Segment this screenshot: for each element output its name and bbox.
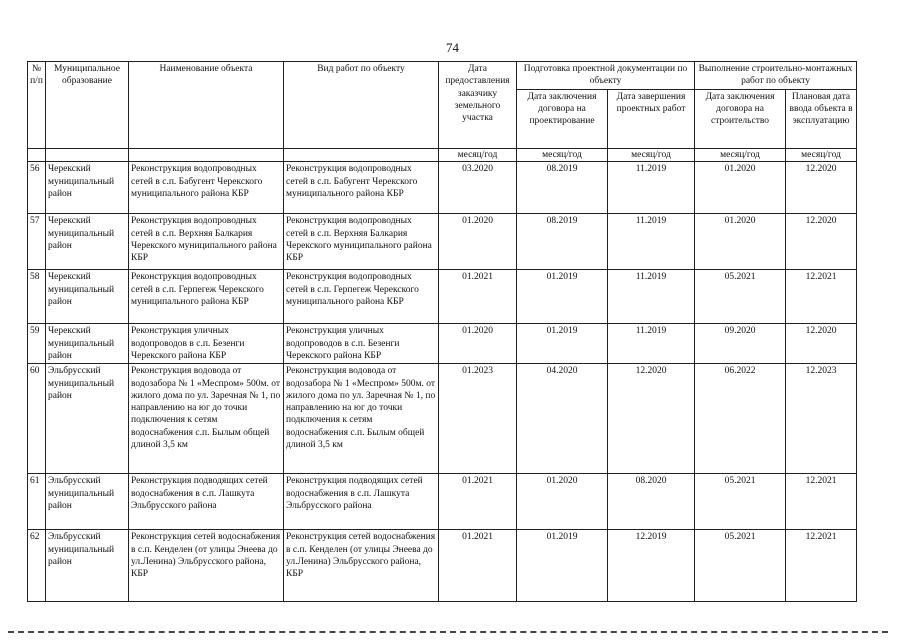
row-design-contract: 01.2019 bbox=[517, 530, 608, 602]
row-object: Реконструкция водовода от водозабора № 1 «Меспром» 500м. от жилого дома по ул. Заречная № 1, по направлению на юг до точки подключения к сетям водоснабжения с.п. Былым общей длиной 3,5 км bbox=[129, 364, 284, 474]
row-object: Реконструкция уличных водопроводов в с.п. Безенги Черекского района КБР bbox=[129, 324, 284, 364]
header-object-name: Наименование объекта bbox=[129, 62, 284, 149]
row-design-contract: 01.2019 bbox=[517, 324, 608, 364]
row-design-end: 11.2019 bbox=[608, 324, 695, 364]
row-land-date: 01.2023 bbox=[439, 364, 517, 474]
row-municipality: Черекский муниципальный район bbox=[46, 162, 129, 214]
row-land-date: 01.2020 bbox=[439, 324, 517, 364]
unit-land: месяц/год bbox=[439, 149, 517, 162]
row-work: Реконструкция водопроводных сетей в с.п. Герпегеж Черекского муниципального района КБР bbox=[284, 270, 439, 324]
row-municipality: Черекский муниципальный район bbox=[46, 214, 129, 270]
row-municipality: Эльбрусский муниципальный район bbox=[46, 474, 129, 530]
row-design-contract: 01.2019 bbox=[517, 270, 608, 324]
unit-row bbox=[28, 149, 857, 162]
table-row bbox=[28, 214, 857, 270]
row-commissioning: 12.2023 bbox=[786, 364, 857, 474]
row-commissioning: 12.2021 bbox=[786, 474, 857, 530]
row-build-contract: 06.2022 bbox=[695, 364, 786, 474]
row-object: Реконструкция подводящих сетей водоснабжения в с.п. Лашкута Эльбрусского района bbox=[129, 474, 284, 530]
header-work-type: Вид работ по объекту bbox=[284, 62, 439, 149]
row-design-end: 11.2019 bbox=[608, 162, 695, 214]
row-commissioning: 12.2021 bbox=[786, 530, 857, 602]
table-row bbox=[28, 270, 857, 324]
page-number: 74 bbox=[446, 40, 459, 55]
row-num: 59 bbox=[28, 324, 46, 364]
row-municipality: Эльбрусский муниципальный район bbox=[46, 364, 129, 474]
header-design-group: Подготовка проектной документации по объекту bbox=[517, 62, 695, 90]
header-municipality: Муниципальное образование bbox=[46, 62, 129, 149]
table-row bbox=[28, 162, 857, 214]
row-num: 60 bbox=[28, 364, 46, 474]
row-municipality: Черекский муниципальный район bbox=[46, 270, 129, 324]
row-build-contract: 05.2021 bbox=[695, 474, 786, 530]
row-municipality: Черекский муниципальный район bbox=[46, 324, 129, 364]
row-num: 62 bbox=[28, 530, 46, 602]
row-commissioning: 12.2020 bbox=[786, 162, 857, 214]
header-num: № п/п bbox=[28, 62, 46, 149]
row-land-date: 03.2020 bbox=[439, 162, 517, 214]
row-work: Реконструкция водопроводных сетей в с.п. Верхняя Балкария Черекского муниципального района КБР bbox=[284, 214, 439, 270]
row-num: 58 bbox=[28, 270, 46, 324]
unit-cell-empty bbox=[284, 149, 439, 162]
unit-commissioning: месяц/год bbox=[786, 149, 857, 162]
table-row bbox=[28, 324, 857, 364]
row-work: Реконструкция водопроводных сетей в с.п. Бабугент Черекского муниципального района КБР bbox=[284, 162, 439, 214]
table-row bbox=[28, 364, 857, 474]
row-work: Реконструкция уличных водопроводов в с.п. Безенги Черекского района КБР bbox=[284, 324, 439, 364]
row-object: Реконструкция водопроводных сетей в с.п. Герпегеж Черекского муниципального района КБР bbox=[129, 270, 284, 324]
row-work: Реконструкция сетей водоснабжения в с.п. Кенделен (от улицы Энеева до ул.Ленина) Эльбрусского района, КБР bbox=[284, 530, 439, 602]
header-commissioning: Плановая дата ввода объекта в эксплуатацию bbox=[786, 89, 857, 148]
unit-cell-empty bbox=[46, 149, 129, 162]
header-design-contract: Дата заключения договора на проектирование bbox=[517, 89, 608, 148]
row-design-contract: 08.2019 bbox=[517, 214, 608, 270]
header-construction-contract: Дата заключения договора на строительство bbox=[695, 89, 786, 148]
page-bottom-divider bbox=[8, 631, 888, 633]
row-land-date: 01.2020 bbox=[439, 214, 517, 270]
row-object: Реконструкция сетей водоснабжения в с.п. Кенделен (от улицы Энеева до ул.Ленина) Эльбрусского района, КБР bbox=[129, 530, 284, 602]
header-construction-group: Выполнение строительно-монтажных работ по объекту bbox=[695, 62, 857, 90]
header-land-date: Дата предоставления заказчику земельного участка bbox=[439, 62, 517, 149]
row-work: Реконструкция подводящих сетей водоснабжения в с.п. Лашкута Эльбрусского района bbox=[284, 474, 439, 530]
row-design-end: 11.2019 bbox=[608, 214, 695, 270]
row-commissioning: 12.2021 bbox=[786, 270, 857, 324]
row-design-contract: 04.2020 bbox=[517, 364, 608, 474]
table-row bbox=[28, 474, 857, 530]
unit-design-contract: месяц/год bbox=[517, 149, 608, 162]
row-build-contract: 01.2020 bbox=[695, 214, 786, 270]
row-municipality: Эльбрусский муниципальный район bbox=[46, 530, 129, 602]
row-build-contract: 05.2021 bbox=[695, 270, 786, 324]
row-land-date: 01.2021 bbox=[439, 474, 517, 530]
row-design-contract: 08.2019 bbox=[517, 162, 608, 214]
header-row bbox=[28, 62, 857, 90]
unit-cell-empty bbox=[129, 149, 284, 162]
row-design-contract: 01.2020 bbox=[517, 474, 608, 530]
row-design-end: 11.2019 bbox=[608, 270, 695, 324]
unit-design-end: месяц/год bbox=[608, 149, 695, 162]
header-design-end: Дата завершения проектных работ bbox=[608, 89, 695, 148]
row-land-date: 01.2021 bbox=[439, 270, 517, 324]
row-commissioning: 12.2020 bbox=[786, 324, 857, 364]
row-num: 56 bbox=[28, 162, 46, 214]
unit-cell-empty bbox=[28, 149, 46, 162]
row-num: 61 bbox=[28, 474, 46, 530]
row-work: Реконструкция водовода от водозабора № 1 «Меспром» 500м. от жилого дома по ул. Заречная № 1, по направлению на юг до точки подключения к сетям водоснабжения с.п. Былым общей длиной 3,5 км bbox=[284, 364, 439, 474]
row-object: Реконструкция водопроводных сетей в с.п. Бабугент Черекского муниципального района КБР bbox=[129, 162, 284, 214]
row-design-end: 08.2020 bbox=[608, 474, 695, 530]
row-design-end: 12.2020 bbox=[608, 364, 695, 474]
table-row bbox=[28, 530, 857, 602]
row-object: Реконструкция водопроводных сетей в с.п. Верхняя Балкария Черекского муниципального района КБР bbox=[129, 214, 284, 270]
row-build-contract: 09.2020 bbox=[695, 324, 786, 364]
row-land-date: 01.2021 bbox=[439, 530, 517, 602]
row-num: 57 bbox=[28, 214, 46, 270]
row-commissioning: 12.2020 bbox=[786, 214, 857, 270]
row-build-contract: 01.2020 bbox=[695, 162, 786, 214]
row-build-contract: 05.2021 bbox=[695, 530, 786, 602]
unit-build-contract: месяц/год bbox=[695, 149, 786, 162]
row-design-end: 12.2019 bbox=[608, 530, 695, 602]
register-table bbox=[27, 61, 857, 602]
